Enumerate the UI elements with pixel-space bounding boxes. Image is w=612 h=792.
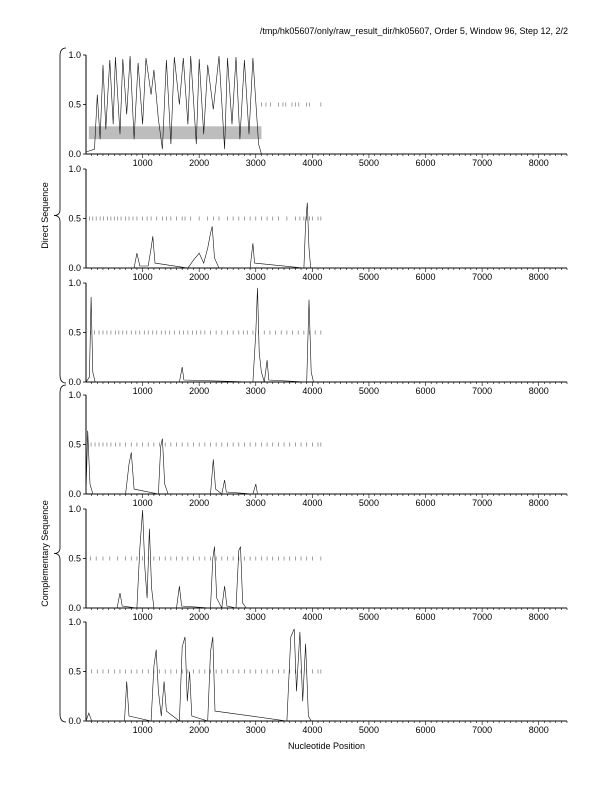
profile-line [86, 203, 567, 268]
x-tick-label: 1000 [132, 158, 153, 168]
x-tick-label: 7000 [472, 386, 493, 396]
x-tick-label: 5000 [358, 725, 379, 735]
y-tick-label: 0.5 [68, 327, 81, 338]
x-tick-label: 3000 [245, 725, 266, 735]
y-tick-label: 1.0 [68, 164, 81, 174]
panel-1 [68, 50, 567, 168]
x-tick-label: 4000 [302, 725, 323, 735]
x-tick-label: 5000 [358, 498, 379, 508]
y-tick-label: 1.0 [68, 504, 81, 514]
x-tick-label: 8000 [528, 386, 549, 396]
x-tick-label: 5000 [358, 386, 379, 396]
x-tick-label: 4000 [302, 158, 323, 168]
y-tick-label: 0.5 [68, 666, 81, 677]
y-tick-label: 0.5 [68, 439, 81, 450]
y-tick-label: 0.0 [68, 489, 81, 499]
x-tick-label: 6000 [415, 612, 436, 622]
x-tick-label: 8000 [528, 498, 549, 508]
panel-2 [68, 164, 567, 282]
y-tick-label: 0.5 [68, 213, 81, 224]
highlight-band [89, 126, 262, 139]
marker-row [91, 331, 321, 335]
x-tick-label: 3000 [245, 386, 266, 396]
x-tick-label: 3000 [245, 272, 266, 282]
x-tick-label: 6000 [415, 725, 436, 735]
y-tick-label: 0.0 [68, 603, 81, 613]
x-tick-label: 4000 [302, 498, 323, 508]
x-tick-label: 8000 [528, 272, 549, 282]
marker-row [92, 670, 321, 674]
panel-6 [68, 617, 567, 735]
x-tick-label: 1000 [132, 612, 153, 622]
x-tick-label: 5000 [358, 158, 379, 168]
profile-line [86, 56, 567, 154]
x-tick-label: 5000 [358, 612, 379, 622]
x-tick-label: 7000 [472, 725, 493, 735]
profile-line [86, 629, 567, 721]
x-tick-label: 3000 [245, 612, 266, 622]
y-tick-label: 1.0 [68, 50, 81, 60]
y-tick-label: 0.0 [68, 263, 81, 273]
x-tick-label: 8000 [528, 725, 549, 735]
x-tick-label: 3000 [245, 498, 266, 508]
y-tick-label: 1.0 [68, 278, 81, 288]
x-tick-label: 7000 [472, 158, 493, 168]
y-tick-label: 0.5 [68, 553, 81, 564]
y-tick-label: 0.0 [68, 377, 81, 387]
x-tick-label: 8000 [528, 612, 549, 622]
x-tick-label: 2000 [189, 158, 210, 168]
x-tick-label: 4000 [302, 272, 323, 282]
marker-row [91, 443, 321, 447]
panel-4 [68, 390, 567, 508]
plot-header: /tmp/hk05607/only/raw_result_dir/hk05607, Order 5, Window 96, Step 12, 2/2 [259, 26, 568, 36]
y-tick-label: 0.0 [68, 149, 81, 159]
y-tick-label: 1.0 [68, 617, 81, 627]
profile-line [86, 431, 567, 494]
x-tick-label: 2000 [189, 386, 210, 396]
complementary-sequence-brace [54, 385, 66, 722]
x-tick-label: 1000 [132, 498, 153, 508]
panel-3 [68, 278, 567, 396]
x-tick-label: 6000 [415, 272, 436, 282]
x-tick-label: 7000 [472, 612, 493, 622]
profile-line [86, 288, 567, 382]
panel-5 [68, 504, 567, 622]
x-tick-label: 6000 [415, 386, 436, 396]
x-tick-label: 4000 [302, 612, 323, 622]
x-tick-label: 1000 [132, 725, 153, 735]
x-tick-label: 7000 [472, 272, 493, 282]
x-axis-label: Nucleotide Position [287, 741, 366, 751]
x-tick-label: 6000 [415, 498, 436, 508]
x-tick-label: 3000 [245, 158, 266, 168]
y-tick-label: 0.5 [68, 99, 81, 110]
x-tick-label: 6000 [415, 158, 436, 168]
x-tick-label: 5000 [358, 272, 379, 282]
x-tick-label: 1000 [132, 386, 153, 396]
x-tick-label: 8000 [528, 158, 549, 168]
x-tick-label: 4000 [302, 386, 323, 396]
direct-sequence-label: Direct Sequence [40, 182, 50, 249]
marker-row [91, 557, 321, 561]
marker-row [89, 217, 320, 221]
marker-row [261, 103, 320, 107]
x-tick-label: 1000 [132, 272, 153, 282]
profile-line [86, 510, 567, 608]
complementary-sequence-label: Complementary Sequence [40, 500, 50, 607]
x-tick-label: 2000 [189, 272, 210, 282]
x-tick-label: 2000 [189, 725, 210, 735]
x-tick-label: 7000 [472, 498, 493, 508]
x-tick-label: 2000 [189, 498, 210, 508]
y-tick-label: 0.0 [68, 716, 81, 726]
direct-sequence-brace [54, 48, 66, 383]
x-tick-label: 2000 [189, 612, 210, 622]
y-tick-label: 1.0 [68, 390, 81, 400]
